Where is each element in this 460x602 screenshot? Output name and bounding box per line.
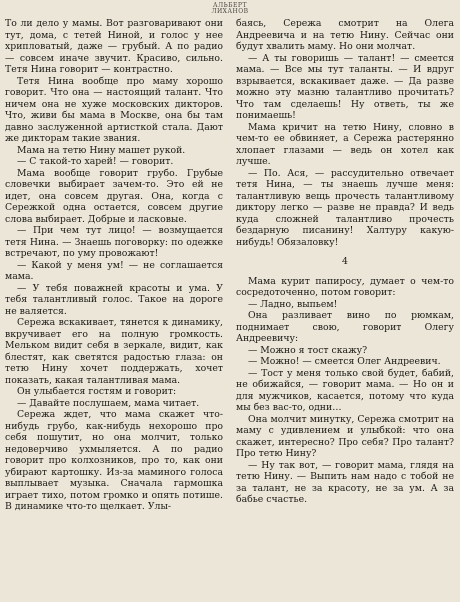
paragraph: — А ты говоришь — талант! — смеется мама. — Все мы тут таланты. — И вдруг взрывается, вскакивает даже. — Да разве можно эту мазню талантливо прочитать? Что там сделаешь! Ну ответь, ты же понимаешь! <box>236 52 454 121</box>
paragraph: — Можно я тост скажу? <box>248 344 368 356</box>
paragraph: — Давайте послушаем, мама читает. <box>17 397 200 409</box>
section-number: 4 <box>342 256 348 267</box>
text-columns <box>5 18 454 513</box>
paragraph: Сережа вскакивает, тянется к динамику, вкручивает его на полную громкость. Мельком видит себя в зеркале, видит, как блестят, как светятся радостью глаза: он тетю Нину хочет поддержать, хочет показать, какая талантливая мама. <box>5 317 223 386</box>
paragraph: Мама кричит на тетю Нину, словно в чем-то ее обвиняет, а Сережа растерянно хлопает глазами — ведь он хотел как лучше. <box>236 121 454 167</box>
paragraph: — Ладно, выпьем! <box>248 298 338 310</box>
paragraph: Она молчит минутку, Сережа смотрит на маму с удивлением и улыбкой: что она скажет, интересно? Про себя? Про талант? Про тетю Нину? <box>236 413 454 459</box>
paragraph: — У тебя поважней красоты и ума. У тебя талантливый голос. Такое на дороге не валяется. <box>5 282 223 317</box>
header-author: АЛЬБЕРТ <box>213 2 247 9</box>
paragraph: Тетя Нина вообще про маму хорошо говорит. Что она — настоящий талант. Что ничем она не хуже московских дикторов. Что, живи бы мама в Москве, она бы там давно заслуженной артисткой стала. Дают же дикторам такие звания. <box>5 75 223 144</box>
paragraph: — Какой у меня ум! — не соглашается мама. <box>5 259 223 282</box>
paragraph: — С такой-то харей! — говорит. <box>17 156 174 167</box>
header-surname: ЛИХАНОВ <box>211 8 249 15</box>
paragraph: Сережа ждет, что мама скажет что-нибудь грубо, как-нибудь нехорошо про себя пошутит, но она молчит, только недоверчиво ухмыляется. А по радио говорит про колхозников, про то, как они убирают картошку. Из-за маминого голоса выплывает музыка. Сначала гармошка играет тихо, потом громко и опять потише. В динамике что-то щелкает. Улы- <box>5 409 223 512</box>
paragraph: Он улыбается гостям и говорит: <box>17 386 177 397</box>
paragraph: Она разливает вино по рюмкам, поднимает свою, говорит Олегу Андреевичу: <box>236 310 454 344</box>
paragraph: — Можно! — смеется Олег Андреевич. <box>248 356 441 367</box>
paragraph: Мама вообще говорит грубо. Грубые словечки выбирает зачем-то. Это ей не идет, она совсем другая. Она, когда с Сережкой одна остается, совсем другие слова выбирает. Добрые и ласковые. <box>5 167 223 225</box>
paragraph: Мама на тетю Нину машет рукой. <box>17 144 186 156</box>
paragraph: То ли дело у мамы. Вот разговаривают они тут, дома, с тетей Ниной, и голос у нее хрипловатый, даже — грубый. А по радио — совсем иначе звучит. Красиво, сильно. Тетя Нина говорит — контрастно. <box>5 18 223 75</box>
paragraph: — По. Ася, — рассудительно отвечает тетя Нина, — ты знаешь лучше меня: талантливую вещь прочесть талантливому диктору легко — разве не правда? И ведь куда сложней талантливо прочесть бездарную писанину! Халтуру какую-нибудь! Обязаловку! <box>236 167 454 248</box>
running-header <box>0 3 460 15</box>
paragraph: Мама курит папиросу, думает о чем-то сосредоточенно, потом говорит: <box>236 275 454 298</box>
paragraph: — При чем тут лицо! — возмущается тетя Нина. — Знаешь поговорку: по одежке встречают, по уму провожают! <box>5 225 223 259</box>
paragraph: — Тост у меня только свой будет, бабий, не обижайся, — говорит мама. — Но он и для мужчиков, касается, потому что куда мы без вас-то, одни… <box>236 367 454 413</box>
paragraph: баясь, Сережа смотрит на Олега Андреевича и на тетю Нину. Сейчас они будут хвалить маму. Но они молчат. <box>236 18 454 52</box>
paragraph: — Ну так вот, — говорит мама, глядя на тетю Нину. — Выпить нам надо с тобой не за талант, не за красоту, не за ум. А за бабье счастье. <box>236 459 454 505</box>
right-column <box>236 18 454 513</box>
left-column <box>5 18 223 513</box>
